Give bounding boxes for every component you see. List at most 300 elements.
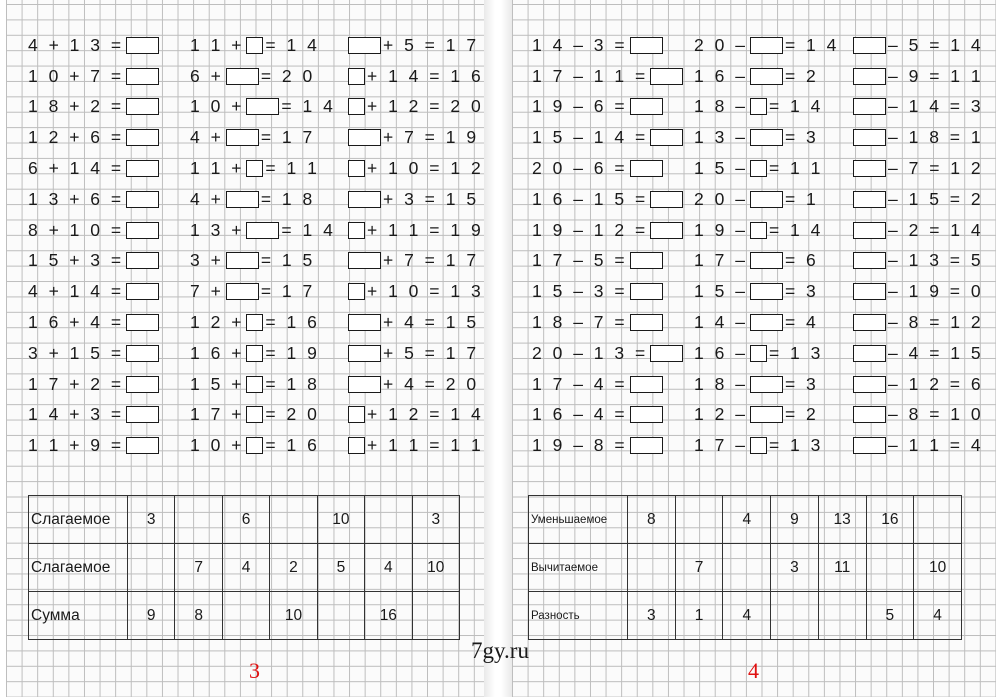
- equation-row: [851, 153, 984, 184]
- answer-box[interactable]: [126, 376, 159, 393]
- table-cell[interactable]: [771, 592, 819, 640]
- table-cell[interactable]: [412, 592, 459, 640]
- answer-box[interactable]: [630, 406, 663, 423]
- equation-text: 1 4 –: [694, 312, 748, 333]
- equation-text: 1 5 –: [694, 281, 748, 302]
- answer-box[interactable]: [750, 37, 783, 54]
- table-row: [29, 592, 460, 640]
- row-header: Разность: [529, 592, 628, 640]
- equation-row: [851, 215, 984, 246]
- equation-row: [851, 430, 984, 461]
- equation-text: – 1 2 = 6: [888, 373, 984, 394]
- equation-text: + 5 = 1 7: [383, 34, 480, 55]
- table-cell[interactable]: [914, 496, 962, 544]
- table-cell[interactable]: 10: [914, 544, 962, 592]
- answer-box[interactable]: [750, 252, 783, 269]
- equation-row: [190, 400, 336, 431]
- equation-text: – 8 = 1 2: [888, 312, 984, 333]
- equation-text: = 1 8: [265, 373, 320, 394]
- equation-text: 3 + 1 5 =: [28, 342, 125, 363]
- equation-row: [190, 153, 336, 184]
- equation-text: 6 +: [190, 65, 224, 86]
- answer-box[interactable]: [750, 191, 783, 208]
- equation-row: [28, 122, 161, 153]
- equation-text: + 1 2 = 1 4: [367, 404, 484, 425]
- table-cell[interactable]: 8: [175, 592, 222, 640]
- table-cell[interactable]: 4: [914, 592, 962, 640]
- equation-text: 1 0 +: [190, 435, 245, 456]
- answer-box[interactable]: [650, 68, 683, 85]
- equation-text: 1 8 – 7 =: [532, 312, 628, 333]
- equation-row: [190, 430, 336, 461]
- equation-row: [851, 184, 984, 215]
- answer-box[interactable]: [348, 129, 381, 146]
- table-cell[interactable]: 4: [222, 544, 269, 592]
- equation-text: = 2: [784, 404, 819, 425]
- equation-text: – 8 = 1 0: [888, 404, 984, 425]
- answer-box[interactable]: [246, 160, 263, 177]
- equation-row: [532, 122, 685, 153]
- addition-column-3: [346, 30, 484, 461]
- answer-box[interactable]: [348, 314, 381, 331]
- equation-text: = 1: [784, 188, 819, 209]
- table-cell[interactable]: [365, 496, 412, 544]
- equation-row: [28, 246, 161, 277]
- equation-text: 1 9 – 1 2 =: [532, 219, 649, 240]
- table-cell[interactable]: [818, 592, 866, 640]
- equation-text: = 4: [784, 312, 819, 333]
- answer-box[interactable]: [853, 160, 886, 177]
- equation-text: 1 2 –: [694, 404, 748, 425]
- equation-text: 1 3 +: [190, 219, 245, 240]
- answer-box[interactable]: [750, 68, 783, 85]
- equation-text: = 1 4: [265, 34, 320, 55]
- equation-text: – 1 5 = 2: [888, 188, 984, 209]
- answer-box[interactable]: [226, 252, 259, 269]
- equation-text: – 1 3 = 5: [888, 250, 984, 271]
- equation-row: [346, 30, 484, 61]
- equation-text: 1 5 –: [694, 158, 748, 179]
- equation-text: + 7 = 1 9: [383, 127, 480, 148]
- equation-text: + 1 2 = 2 0: [367, 96, 484, 117]
- equation-text: 1 7 – 1 1 =: [532, 65, 649, 86]
- equation-text: – 5 = 1 4: [888, 34, 984, 55]
- equation-text: 1 7 –: [694, 435, 748, 456]
- equation-row: [694, 276, 839, 307]
- equation-text: = 1 7: [260, 127, 316, 148]
- equation-text: – 1 9 = 0: [888, 281, 984, 302]
- equation-row: [190, 276, 336, 307]
- equation-row: [28, 307, 161, 338]
- equation-text: 1 7 –: [694, 250, 748, 271]
- answer-box[interactable]: [226, 283, 259, 300]
- table-row: [29, 496, 460, 544]
- table-cell[interactable]: [866, 544, 914, 592]
- table-cell[interactable]: 1: [675, 592, 723, 640]
- equation-row: [28, 338, 161, 369]
- answer-box[interactable]: [126, 222, 159, 239]
- answer-box[interactable]: [226, 68, 259, 85]
- equation-text: 1 5 – 3 =: [532, 281, 628, 302]
- table-cell[interactable]: 3: [128, 496, 175, 544]
- table-cell[interactable]: 3: [771, 544, 819, 592]
- equation-row: [532, 369, 685, 400]
- answer-box[interactable]: [750, 160, 767, 177]
- answer-box[interactable]: [348, 283, 365, 300]
- answer-box[interactable]: [348, 37, 381, 54]
- answer-box[interactable]: [853, 37, 886, 54]
- answer-box[interactable]: [126, 98, 159, 115]
- equation-row: [694, 246, 839, 277]
- equation-text: 1 8 –: [694, 96, 748, 117]
- equation-text: = 1 3: [768, 435, 824, 456]
- equation-text: 1 5 – 1 4 =: [532, 127, 649, 148]
- answer-box[interactable]: [126, 345, 159, 362]
- answer-box[interactable]: [750, 406, 783, 423]
- answer-box[interactable]: [853, 376, 886, 393]
- equation-row: [190, 307, 336, 338]
- equation-text: 1 0 + 7 =: [28, 65, 125, 86]
- equation-text: 1 7 – 5 =: [532, 250, 628, 271]
- answer-box[interactable]: [853, 222, 886, 239]
- equation-row: [694, 369, 839, 400]
- equation-text: = 1 9: [265, 342, 320, 363]
- table-row: [29, 544, 460, 592]
- equation-text: 4 + 1 3 =: [28, 34, 125, 55]
- table-cell[interactable]: 4: [723, 496, 771, 544]
- table-cell[interactable]: 10: [270, 592, 317, 640]
- equation-row: [694, 430, 839, 461]
- equation-row: [851, 338, 984, 369]
- equation-row: [851, 61, 984, 92]
- answer-box[interactable]: [348, 98, 365, 115]
- equation-row: [694, 400, 839, 431]
- equation-row: [346, 215, 484, 246]
- answer-box[interactable]: [348, 345, 381, 362]
- equation-text: 1 6 – 1 5 =: [532, 188, 649, 209]
- equation-text: 1 4 – 3 =: [532, 34, 628, 55]
- answer-box[interactable]: [246, 98, 279, 115]
- equation-row: [346, 338, 484, 369]
- equation-row: [851, 307, 984, 338]
- equation-row: [346, 184, 484, 215]
- answer-box[interactable]: [853, 345, 886, 362]
- equation-row: [694, 184, 839, 215]
- equation-row: [28, 92, 161, 123]
- equation-row: [694, 153, 839, 184]
- equation-row: [694, 338, 839, 369]
- answer-box[interactable]: [650, 129, 683, 146]
- equation-row: [190, 215, 336, 246]
- answer-box[interactable]: [126, 191, 159, 208]
- equation-text: + 1 1 = 1 1: [367, 435, 484, 456]
- equation-row: [28, 30, 161, 61]
- answer-box[interactable]: [630, 376, 663, 393]
- equation-text: 2 0 –: [694, 34, 748, 55]
- equation-text: = 2 0: [265, 404, 320, 425]
- equation-text: 1 8 + 2 =: [28, 96, 125, 117]
- answer-box[interactable]: [630, 283, 663, 300]
- equation-text: + 1 0 = 1 2: [367, 158, 484, 179]
- equation-row: [532, 61, 685, 92]
- answer-box[interactable]: [750, 345, 767, 362]
- equation-text: 1 7 + 2 =: [28, 373, 125, 394]
- answer-box[interactable]: [126, 283, 159, 300]
- subtraction-column-1: [532, 30, 685, 461]
- equation-text: – 9 = 1 1: [888, 65, 984, 86]
- equation-row: [851, 30, 984, 61]
- equation-text: 1 6 – 4 =: [532, 404, 628, 425]
- equation-text: 4 +: [190, 188, 224, 209]
- equation-text: = 1 6: [265, 312, 320, 333]
- equation-row: [851, 92, 984, 123]
- answer-box[interactable]: [246, 406, 263, 423]
- table-cell[interactable]: [222, 592, 269, 640]
- answer-box[interactable]: [630, 37, 663, 54]
- subtraction-column-3: [851, 30, 984, 461]
- equation-text: + 1 4 = 1 6: [367, 65, 484, 86]
- answer-box[interactable]: [126, 37, 159, 54]
- answer-box[interactable]: [246, 345, 263, 362]
- page-number-left: 3: [249, 658, 260, 683]
- equation-row: [532, 153, 685, 184]
- equation-row: [694, 61, 839, 92]
- table-cell[interactable]: 16: [365, 592, 412, 640]
- answer-box[interactable]: [630, 252, 663, 269]
- equation-row: [851, 122, 984, 153]
- table-cell[interactable]: [175, 496, 222, 544]
- equation-text: 1 1 + 9 =: [28, 435, 125, 456]
- answer-box[interactable]: [126, 160, 159, 177]
- answer-box[interactable]: [348, 252, 381, 269]
- answer-box[interactable]: [246, 222, 279, 239]
- equation-text: 1 6 –: [694, 342, 748, 363]
- table-cell[interactable]: 2: [270, 544, 317, 592]
- equation-row: [190, 338, 336, 369]
- equation-row: [28, 369, 161, 400]
- answer-box[interactable]: [246, 376, 263, 393]
- equation-row: [694, 92, 839, 123]
- answer-box[interactable]: [750, 98, 767, 115]
- table-cell[interactable]: 16: [866, 496, 914, 544]
- answer-box[interactable]: [853, 68, 886, 85]
- equation-text: + 1 1 = 1 9: [367, 219, 484, 240]
- equation-row: [532, 276, 685, 307]
- answer-box[interactable]: [126, 129, 159, 146]
- equation-text: = 6: [784, 250, 819, 271]
- table-cell[interactable]: [270, 496, 317, 544]
- equation-row: [346, 122, 484, 153]
- equation-text: = 3: [784, 373, 819, 394]
- answer-box[interactable]: [348, 191, 381, 208]
- page-gutter: [484, 0, 512, 697]
- equation-row: [694, 30, 839, 61]
- equation-text: = 3: [784, 281, 819, 302]
- equation-text: – 1 1 = 4: [888, 435, 984, 456]
- equation-row: [694, 307, 839, 338]
- answer-box[interactable]: [750, 437, 767, 454]
- answer-box[interactable]: [750, 283, 783, 300]
- answer-box[interactable]: [126, 314, 159, 331]
- answer-box[interactable]: [126, 406, 159, 423]
- table-cell[interactable]: [723, 544, 771, 592]
- equation-row: [346, 430, 484, 461]
- table-cell[interactable]: 7: [675, 544, 723, 592]
- equation-row: [532, 30, 685, 61]
- equation-row: [532, 184, 685, 215]
- equation-text: 4 +: [190, 127, 224, 148]
- answer-box[interactable]: [650, 191, 683, 208]
- answer-box[interactable]: [750, 376, 783, 393]
- equation-text: 1 8 –: [694, 373, 748, 394]
- equation-text: 6 + 1 4 =: [28, 158, 125, 179]
- answer-box[interactable]: [853, 129, 886, 146]
- answer-box[interactable]: [630, 160, 663, 177]
- equation-text: = 2: [784, 65, 819, 86]
- equation-row: [28, 430, 161, 461]
- answer-box[interactable]: [750, 314, 783, 331]
- equation-text: = 1 5: [260, 250, 316, 271]
- table-row: [529, 496, 962, 544]
- equation-row: [190, 369, 336, 400]
- table-cell[interactable]: 7: [175, 544, 222, 592]
- equation-row: [532, 338, 685, 369]
- table-cell[interactable]: [128, 544, 175, 592]
- equation-row: [532, 400, 685, 431]
- equation-row: [694, 215, 839, 246]
- equation-text: 1 7 – 4 =: [532, 373, 628, 394]
- equation-text: – 7 = 1 2: [888, 158, 984, 179]
- equation-text: 8 + 1 0 =: [28, 219, 125, 240]
- table-cell[interactable]: 6: [222, 496, 269, 544]
- answer-box[interactable]: [348, 68, 365, 85]
- table-cell[interactable]: [675, 496, 723, 544]
- answer-box[interactable]: [750, 129, 783, 146]
- equation-text: + 4 = 2 0: [383, 373, 480, 394]
- answer-box[interactable]: [630, 314, 663, 331]
- addition-table: [28, 495, 460, 640]
- answer-box[interactable]: [348, 222, 365, 239]
- equation-text: 1 6 +: [190, 342, 245, 363]
- equation-text: 1 0 +: [190, 96, 245, 117]
- equation-text: = 1 1: [768, 158, 824, 179]
- table-cell[interactable]: 10: [317, 496, 364, 544]
- subtraction-table: [528, 495, 962, 640]
- table-cell[interactable]: 4: [365, 544, 412, 592]
- equation-text: 4 + 1 4 =: [28, 281, 125, 302]
- answer-box[interactable]: [126, 68, 159, 85]
- answer-box[interactable]: [853, 283, 886, 300]
- equation-text: 1 1 +: [190, 158, 245, 179]
- table-cell[interactable]: 5: [317, 544, 364, 592]
- table-cell[interactable]: 10: [412, 544, 459, 592]
- equation-row: [190, 122, 336, 153]
- site-watermark: 7gy.ru: [471, 638, 529, 663]
- equation-text: + 4 = 1 5: [383, 312, 480, 333]
- answer-box[interactable]: [126, 252, 159, 269]
- answer-box[interactable]: [853, 314, 886, 331]
- equation-text: = 3: [784, 127, 819, 148]
- equation-text: 1 4 + 3 =: [28, 404, 125, 425]
- equation-text: + 1 0 = 1 3: [367, 281, 484, 302]
- answer-box[interactable]: [630, 98, 663, 115]
- equation-text: – 1 8 = 1: [888, 127, 984, 148]
- addition-column-2: [190, 30, 336, 461]
- answer-box[interactable]: [226, 191, 259, 208]
- table-cell[interactable]: 3: [412, 496, 459, 544]
- equation-row: [851, 246, 984, 277]
- equation-text: = 1 3: [768, 342, 824, 363]
- answer-box[interactable]: [246, 314, 263, 331]
- answer-box[interactable]: [853, 191, 886, 208]
- table-cell[interactable]: 8: [628, 496, 676, 544]
- answer-box[interactable]: [246, 37, 263, 54]
- answer-box[interactable]: [853, 406, 886, 423]
- table-cell[interactable]: [317, 592, 364, 640]
- answer-box[interactable]: [853, 437, 886, 454]
- answer-box[interactable]: [853, 98, 886, 115]
- answer-box[interactable]: [348, 406, 365, 423]
- answer-box[interactable]: [853, 252, 886, 269]
- table-cell[interactable]: 13: [818, 496, 866, 544]
- table-cell[interactable]: 9: [771, 496, 819, 544]
- equation-text: 1 9 –: [694, 219, 748, 240]
- equation-text: = 1 1: [265, 158, 320, 179]
- equation-row: [190, 61, 336, 92]
- equation-text: 1 5 +: [190, 373, 245, 394]
- row-header: Вычитаемое: [529, 544, 628, 592]
- table-cell[interactable]: [628, 544, 676, 592]
- equation-text: = 1 4: [281, 219, 336, 240]
- answer-box[interactable]: [246, 437, 263, 454]
- answer-box[interactable]: [126, 437, 159, 454]
- equation-row: [851, 276, 984, 307]
- equation-row: [190, 30, 336, 61]
- answer-box[interactable]: [650, 345, 683, 362]
- row-header: Слагаемое: [29, 544, 128, 592]
- equation-row: [28, 276, 161, 307]
- table-cell[interactable]: 11: [818, 544, 866, 592]
- equation-text: 1 6 –: [694, 65, 748, 86]
- equation-row: [851, 400, 984, 431]
- row-header: Слагаемое: [29, 496, 128, 544]
- equation-row: [851, 369, 984, 400]
- answer-box[interactable]: [348, 437, 365, 454]
- table-cell[interactable]: 9: [128, 592, 175, 640]
- equation-row: [346, 400, 484, 431]
- equation-text: – 4 = 1 5: [888, 342, 984, 363]
- table-cell[interactable]: 4: [723, 592, 771, 640]
- answer-box[interactable]: [630, 437, 663, 454]
- equation-text: 1 5 + 3 =: [28, 250, 125, 271]
- equation-row: [28, 215, 161, 246]
- answer-box[interactable]: [348, 160, 365, 177]
- answer-box[interactable]: [226, 129, 259, 146]
- answer-box[interactable]: [348, 376, 381, 393]
- equation-text: 2 0 –: [694, 188, 748, 209]
- answer-box[interactable]: [650, 222, 683, 239]
- table-cell[interactable]: 5: [866, 592, 914, 640]
- answer-box[interactable]: [750, 222, 767, 239]
- equation-row: [190, 184, 336, 215]
- equation-text: – 2 = 1 4: [888, 219, 984, 240]
- equation-row: [190, 246, 336, 277]
- equation-text: = 2 0: [260, 65, 316, 86]
- equation-text: + 7 = 1 7: [383, 250, 480, 271]
- table-row: [529, 544, 962, 592]
- table-cell[interactable]: 3: [628, 592, 676, 640]
- equation-row: [346, 369, 484, 400]
